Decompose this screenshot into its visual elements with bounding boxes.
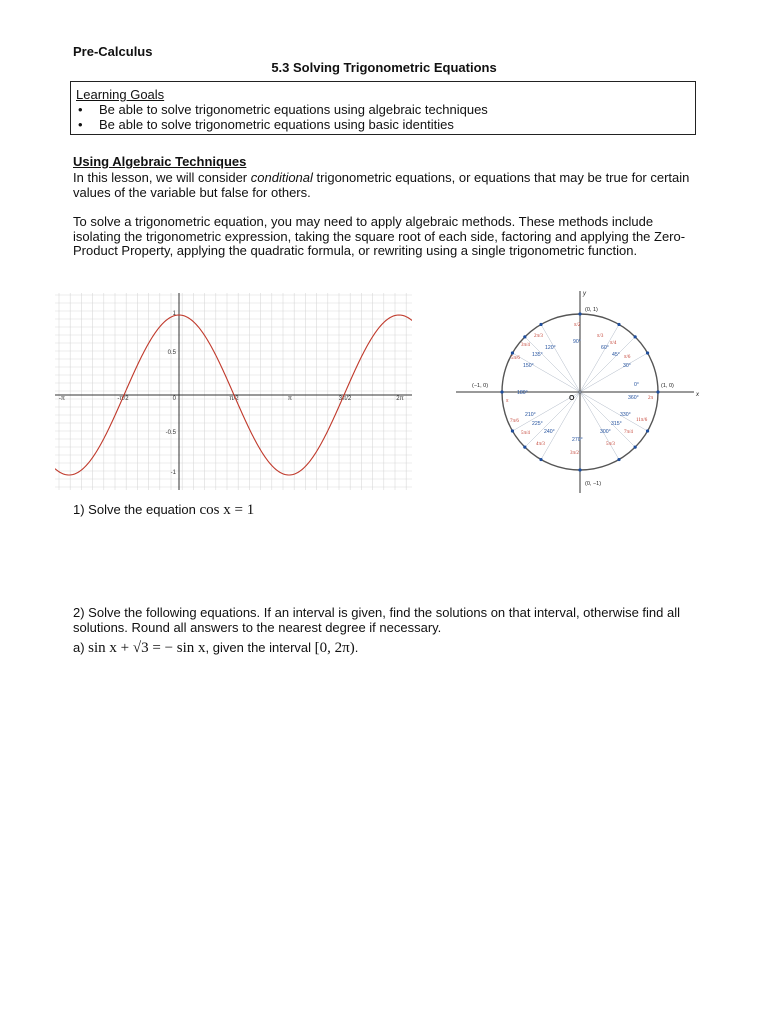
x-tick-label: -π/2 [117, 396, 129, 402]
question-1 [73, 502, 254, 519]
radian-label: 5π/4 [521, 431, 530, 436]
angle-ray [512, 353, 580, 392]
radian-label: 2π/3 [534, 334, 543, 339]
cosine-graph [55, 293, 412, 490]
degree-label: 45° [612, 352, 620, 358]
circle-point [646, 429, 649, 432]
learning-goals-box [70, 81, 696, 135]
intro-text-a: In this lesson, we will consider [73, 170, 251, 185]
degree-label: 30° [623, 363, 631, 369]
degree-label: 150° [523, 363, 534, 369]
radian-label: 11π/6 [636, 418, 648, 423]
x-axis-label: x [696, 392, 699, 398]
angle-ray [541, 324, 580, 392]
unit-circle-diagram [450, 288, 700, 496]
circle-point [656, 390, 659, 393]
degree-label: 60° [601, 345, 609, 351]
radian-label: 4π/3 [536, 442, 545, 447]
y-tick-label: -0.5 [165, 430, 176, 436]
question-2a-equation: sin x + √3 = − sin x [88, 640, 206, 656]
circle-point [646, 351, 649, 354]
origin-label: O [569, 395, 575, 402]
point-label: (0, 1) [585, 307, 598, 313]
circle-point [500, 390, 503, 393]
lesson-title-text: 5.3 Solving Trigonometric Equations [271, 60, 497, 75]
intro-text-italic: conditional [250, 170, 313, 185]
circle-point [523, 335, 526, 338]
x-tick-label: -π [58, 396, 66, 402]
y-axis-label: y [583, 291, 586, 297]
circle-point [539, 323, 542, 326]
circle-point [634, 446, 637, 449]
radian-label: 3π/4 [521, 343, 530, 348]
circle-point [511, 429, 514, 432]
learning-goal-item: • Be able to solve trigonometric equations using basic identities [76, 117, 695, 132]
learning-goals-list [76, 102, 695, 132]
x-tick-label: 0 [172, 396, 176, 402]
methods-paragraph: To solve a trigonometric equation, you may need to apply algebraic methods. These methods include isolating the trigonometric expression, taking the square root of each side, factoring and applying the Zero-Product Property, applying the quadratic formula, or rewriting using a single trigonometric function. [73, 214, 686, 259]
point-label: (−1, 0) [472, 383, 489, 389]
degree-label: 315° [611, 421, 622, 427]
radian-label: 7π/4 [624, 430, 633, 435]
circle-point [523, 446, 526, 449]
question-1-text: 1) Solve the equation [73, 502, 200, 517]
x-tick-label: 3π/2 [338, 396, 352, 402]
graph-grid [55, 293, 412, 490]
circle-point [578, 468, 581, 471]
circle-point [539, 458, 542, 461]
section-title: Using Algebraic Techniques [73, 154, 247, 169]
question-2: 2) Solve the following equations. If an interval is given, find the solutions on that interval, otherwise find all solutions. Round all answers to the nearest degree if necessary. [73, 605, 681, 635]
radian-label: 5π/3 [606, 442, 615, 447]
degree-label: 360° [628, 395, 639, 401]
radian-label: 3π/2 [570, 451, 579, 456]
radian-label: π/6 [624, 355, 631, 360]
degree-label: 240° [544, 429, 555, 435]
radian-label: 7π/6 [510, 419, 519, 424]
circle-point [617, 458, 620, 461]
circle-point [511, 351, 514, 354]
question-2a-interval: [0, 2π) [314, 640, 355, 656]
radian-label: π [506, 399, 509, 404]
intro-text-b: trigonometric equations, or equations that may be true for certain values of the variable but false for others. [73, 170, 690, 200]
degree-label: 90° [573, 339, 581, 345]
angle-ray [580, 392, 635, 447]
radian-label: 2π [648, 396, 654, 401]
question-2a-label: a) [73, 640, 89, 655]
point-label: (1, 0) [661, 383, 674, 389]
degree-label: 210° [525, 412, 536, 418]
lesson-title [0, 60, 768, 75]
circle-point [617, 323, 620, 326]
y-tick-label: 0.5 [167, 350, 176, 356]
learning-goal-item: • Be able to solve trigonometric equations using algebraic techniques [76, 102, 695, 117]
degree-label: 120° [545, 345, 556, 351]
angle-ray [541, 392, 580, 460]
x-tick-label: 2π [396, 396, 404, 402]
radian-label: π/2 [574, 323, 581, 328]
question-1-equation: cos x = 1 [199, 502, 255, 518]
radian-label: π/3 [597, 334, 604, 339]
degree-label: 135° [532, 352, 543, 358]
y-tick-label: -1 [170, 470, 176, 476]
degree-label: 330° [620, 412, 631, 418]
question-2a [73, 640, 358, 657]
x-tick-label: π/2 [229, 396, 239, 402]
circle-point [634, 335, 637, 338]
radian-label: π/4 [610, 341, 617, 346]
degree-label: 270° [572, 437, 583, 443]
degree-label: 300° [600, 429, 611, 435]
degree-label: 180° [517, 390, 528, 396]
intro-paragraph [73, 171, 693, 200]
y-tick-label: 1 [172, 311, 176, 317]
degree-label: 0° [634, 382, 639, 388]
radian-label: 5π/6 [511, 356, 520, 361]
point-label: (0, −1) [585, 481, 602, 487]
question-2a-interval-text: , given the interval [205, 640, 315, 655]
course-title: Pre-Calculus [73, 44, 153, 59]
circle-point [578, 312, 581, 315]
question-2a-end: . [354, 640, 359, 655]
degree-label: 225° [532, 421, 543, 427]
learning-goals-heading: Learning Goals [76, 87, 165, 102]
x-tick-label: π [287, 396, 293, 402]
